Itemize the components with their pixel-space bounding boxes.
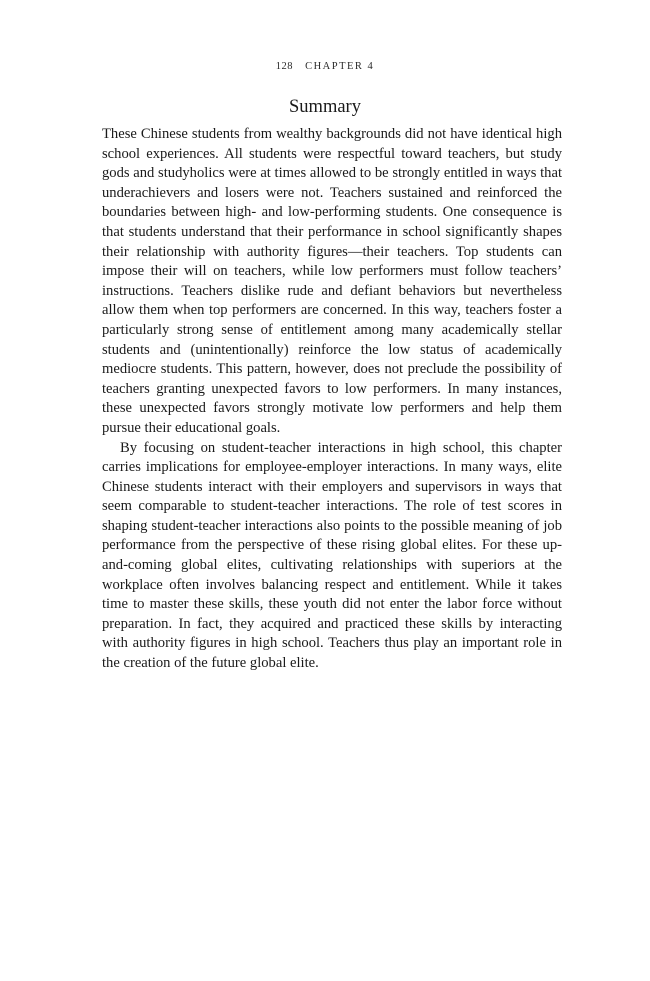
- body-text: [102, 125, 562, 674]
- running-head: [0, 61, 650, 72]
- page-number: 128: [275, 61, 293, 72]
- chapter-label: CHAPTER 4: [305, 61, 375, 72]
- paragraph-2: By focusing on student-teacher interactions in high school, this chapter carries implications for employee-employer interactions. In many ways, elite Chinese students interact with their employers and supervisors in ways that seem comparable to student-teacher interactions. The role of test scores in shaping student-teacher interactions also points to the possible meaning of job performance from the perspective of these rising global elites. For these up-and-coming global elites, cultivating relationships with superiors at the workplace often involves balancing respect and entitlement. While it takes time to master these skills, these youth did not enter the labor force without preparation. In fact, they acquired and practiced these skills by interacting with authority figures in high school. Teachers thus play an important role in the creation of the future global elite.: [102, 439, 562, 672]
- section-title: Summary: [289, 97, 361, 117]
- paragraph-1: These Chinese students from wealthy backgrounds did not have identical high school experiences. All students were respectful toward teachers, but study gods and studyholics were at times allowed to be strongly entitled in ways that underachievers and losers were not. Teachers sustained and reinforced the boundaries between high- and low-performing students. One consequence is that students understand that their performance in school significantly shapes their relationship with authority figures—their teachers. Top students can impose their will on teachers, while low performers must follow teachers’ instructions. Teachers dislike rude and defiant behaviors but nevertheless allow them when top performers are concerned. In this way, teachers foster a particularly strong sense of entitlement among many academically stellar students and (unintentionally) reinforce the low status of academically mediocre students. This pattern, however, does not preclude the possibility of teachers granting unexpected favors to low performers. In many instances, these unexpected favors strongly motivate low performers and help them pursue their educational goals.: [102, 126, 562, 436]
